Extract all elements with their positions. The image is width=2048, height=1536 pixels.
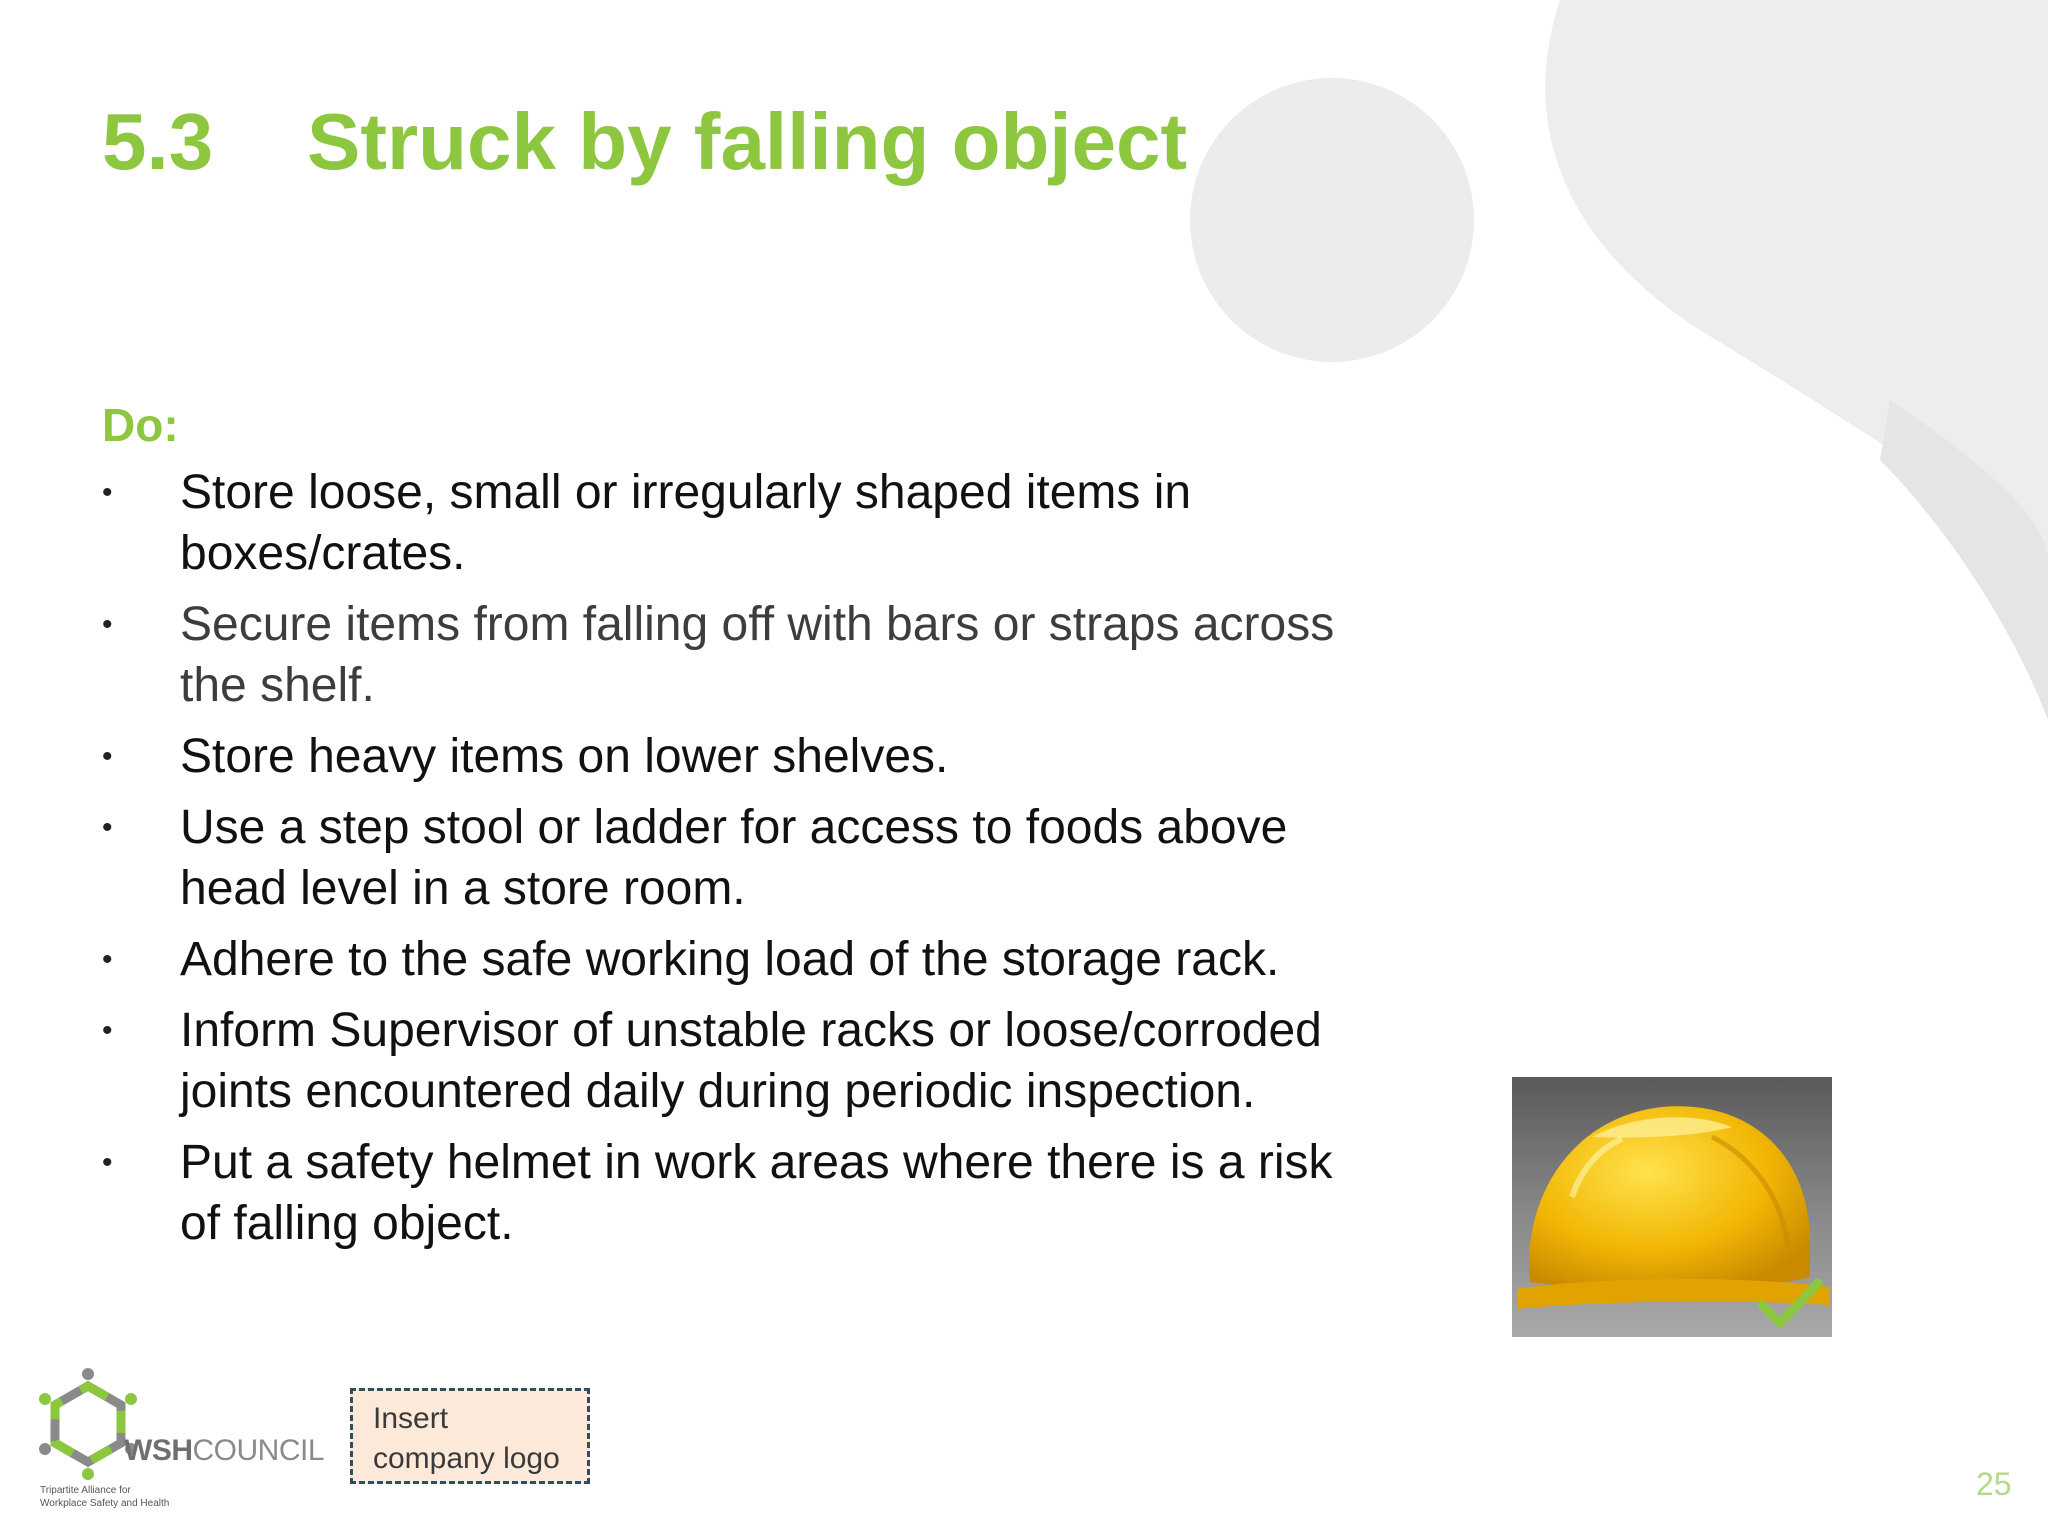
bullet-item <box>102 462 1352 584</box>
title-text: Struck by falling object <box>307 97 1188 186</box>
bullet-text: Use a step stool or ladder for access to foods above head level in a store room. <box>180 801 1288 915</box>
bullet-item <box>102 726 1352 787</box>
bullet-text: Put a safety helmet in work areas where there is a risk of falling object. <box>180 1136 1333 1250</box>
bullet-item <box>102 797 1352 919</box>
page-number: 25 <box>1976 1466 2012 1502</box>
wsh-council-wordmark <box>124 1434 324 1468</box>
slide-title <box>102 92 1187 192</box>
bullet-text: Store loose, small or irregularly shaped items in boxes/crates. <box>180 466 1192 580</box>
bullet-dot: • <box>102 811 113 844</box>
wordmark-bold: WSH <box>124 1434 193 1467</box>
bullet-item <box>102 594 1352 716</box>
bullet-list <box>102 462 1352 1264</box>
bullet-text: Secure items from falling off with bars or straps across the shelf. <box>180 598 1335 712</box>
bullet-text: Adhere to the safe working load of the storage rack. <box>180 933 1280 986</box>
bullet-dot: • <box>102 943 113 976</box>
bullet-dot: • <box>102 608 113 641</box>
do-label: Do: <box>102 399 179 451</box>
wsh-tagline <box>40 1484 169 1510</box>
safety-helmet-image <box>1512 1077 1832 1337</box>
bullet-dot: • <box>102 740 113 773</box>
bullet-item <box>102 1000 1352 1122</box>
bullet-text: Inform Supervisor of unstable racks or loose/corroded joints encountered daily during periodic inspection. <box>180 1004 1322 1118</box>
bullet-text: Store heavy items on lower shelves. <box>180 730 949 783</box>
bullet-item <box>102 929 1352 990</box>
tagline-line-2: Workplace Safety and Health <box>40 1498 170 1509</box>
wordmark-light: COUNCIL <box>192 1434 325 1467</box>
bullet-dot: • <box>102 1014 113 1047</box>
bullet-dot: • <box>102 1146 113 1179</box>
bullet-dot: • <box>102 476 113 509</box>
company-logo-placeholder: Insert company logo <box>350 1388 590 1484</box>
section-number: 5.3 <box>102 97 214 186</box>
bullet-item <box>102 1132 1352 1254</box>
tagline-line-1: Tripartite Alliance for <box>40 1485 131 1496</box>
